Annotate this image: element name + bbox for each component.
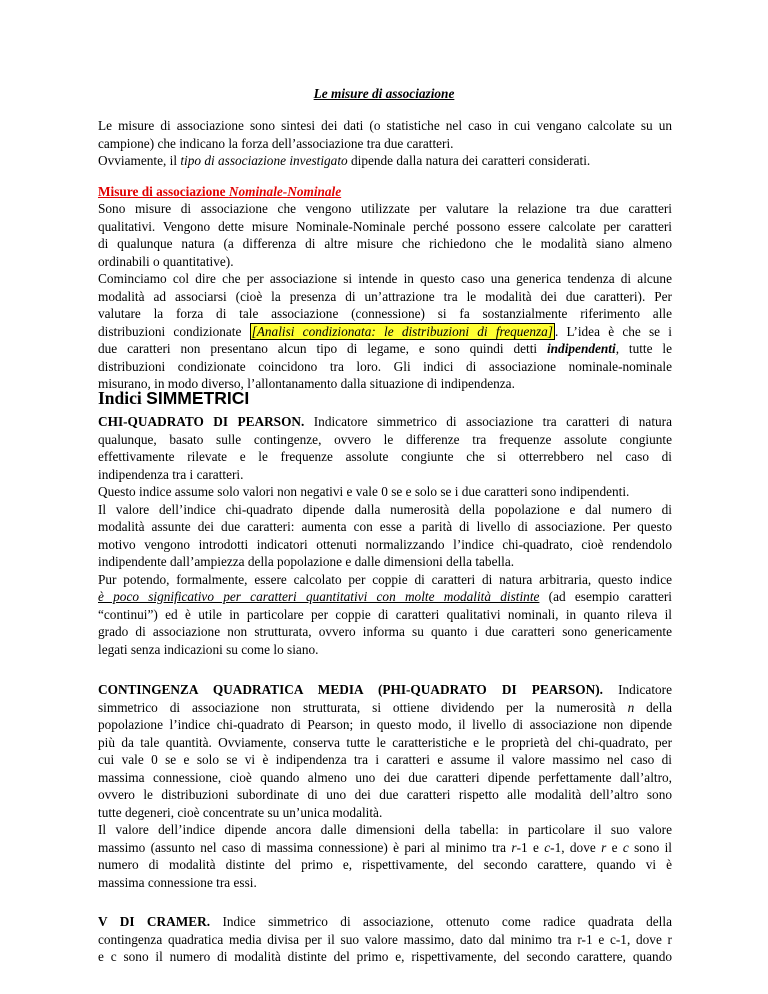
emphasis-text: indipendenti: [546, 341, 616, 356]
section1-paragraph-2: Cominciamo col dire che per associazione si intende in questo caso una generica tendenza di alcune modalità ad associarsi (cioè la presenza di un’attrazione tra le modalità dei due caratteri). Per valutare la forza di tale associazione (connessione) si fa sostanzialmente riferimento alle distribuzioni condizionate [Analisi condizionata: le distribuzioni di frequenza] . L’idea è che se i due caratteri non presentano alcun tipo di legame, e sono quindi detti indipendenti, tutte le distribuzioni condizionate coincidono tra loro. Gli indici di associazione nominale-nominale misurano, in modo diverso, l’allontanamento dalla situazione di indipendenza.: [98, 271, 672, 391]
intro-line: Le misure di associazione sono sintesi dei dati (o statistiche nel caso in cui vengano calcolate su un: [98, 118, 672, 133]
intro-paragraph: [98, 117, 672, 170]
section-heading-simmetrici: Indici SIMMETRICI: [98, 388, 250, 408]
crossref-link[interactable]: [Analisi condizionata: le distribuzioni di frequenza]: [251, 323, 553, 339]
chi-square-paragraph: CHI-QUADRATO DI PEARSON. Indicatore simmetrico di associazione tra caratteri di natura qualunque, basato sulle contingenze, ovvero le differenze tra frequenze assolute congiunte effettivamente rilevate e le frequenze assolute congiunte che si otterrebbero nel caso di indipendenza tra i caratteri. Questo indice assume solo valori non negativi e vale 0 se e solo se i due caratteri sono indipendenti. Il valore dell’indice chi-quadrato dipende dalla numerosità della popolazione e dal numero di modalità assunte dei due caratteri: aumenta con esse a parità di livello di associazione. Per questo motivo vengono introdotti indicatori ottenuti normalizzando l’indice chi-quadrato, cioè rendendolo indipendente dall’ampiezza della popolazione e dalle dimensioni della tabella. Pur potendo, formalmente, essere calcolato per coppie di caratteri di natura arbitraria, questo indice è poco significativo per caratteri quantitativi con molte modalità distinte (ad esempio caratteri “continui”) ed è utile in particolare per coppie di caratteri qualitativi nominali, in quanto rileva il grado di associazione non strutturata, ovvero informa su quanto i due caratteri sono genericamente legati senza indicazioni su come lo siano.: [98, 414, 672, 657]
intro-line: Ovviamente, il tipo di associazione investigato dipende dalla natura dei caratteri considerati.: [98, 153, 591, 168]
page-title: Le misure di associazione: [313, 86, 455, 101]
index-name: V DI CRAMER.: [98, 914, 211, 929]
cramer-paragraph: V DI CRAMER. Indice simmetrico di associazione, ottenuto come radice quadrata della contingenza quadratica media divisa per il suo valore massimo, dato dal minimo tra r-1 e c-1, dove r e c sono il numero di modalità distinte del primo e, rispettivamente, del secondo carattere, quando: [98, 914, 672, 964]
section-heading-nominale: Misure di associazione Nominale-Nominale: [98, 184, 342, 199]
phi-square-paragraph: CONTINGENZA QUADRATICA MEDIA (PHI-QUADRATO DI PEARSON). Indicatore simmetrico di associazione non strutturata, si ottiene dividendo per la numerosità n della popolazione l’indice chi-quadrato di Pearson; in questo modo, il livello di associazione non dipende più da tale quantità. Ovviamente, conserva tutte le caratteristiche e le proprietà del chi-quadrato, per cui vale 0 se e solo se vi è indipendenza tra i caratteri e assume il valore massimo nel caso di massima connessione, cioè quando almeno uno dei due caratteri dipende perfettamente dall’altro, ovvero le distribuzioni subordinate di uno dei due caratteri rispetto alle modalità dell’altro sono tutte degeneri, cioè concentrate su un’unica modalità. Il valore dell’indice dipende ancora dalle dimensioni della tabella: in particolare il suo valore massimo (assunto nel caso di massima connessione) è pari al minimo tra r-1 e c-1, dove r e c sono il numero di modalità distinte del primo e, rispettivamente, del secondo carattere, quando vi è massima connessione tra essi.: [98, 682, 672, 890]
index-name: CHI-QUADRATO DI PEARSON.: [98, 414, 305, 429]
emphasis-text: tipo di associazione investigato: [180, 153, 348, 168]
section1-paragraph-1: Sono misure di associazione che vengono utilizzate per valutare la relazione tra due caratteri qualitativi. Vengono dette misure Nominale-Nominale perché possono essere calcolate per caratteri di qualunque natura (a differenza di altre misure che richiedono che le modalità siano almeno ordinabili o quantitative).: [98, 201, 672, 269]
underlined-emphasis: è poco significativo per caratteri quantitativi con molte modalità distinte: [98, 589, 540, 604]
index-name: CONTINGENZA QUADRATICA MEDIA (PHI-QUADRATO DI PEARSON).: [98, 682, 604, 697]
intro-line: campione) che indicano la forza dell’associazione tra due caratteri.: [98, 135, 454, 151]
